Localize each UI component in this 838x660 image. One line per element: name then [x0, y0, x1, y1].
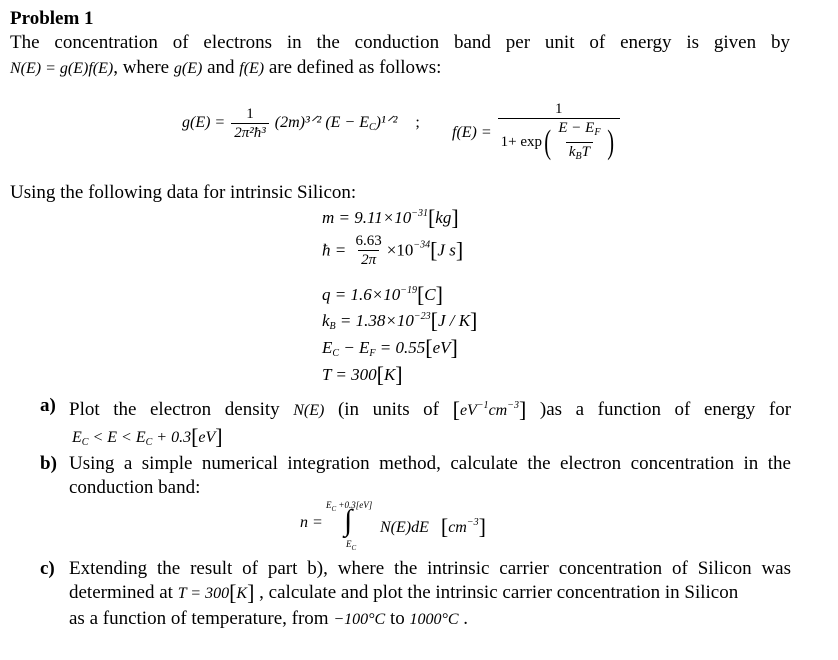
f-inner-den: k	[568, 144, 576, 160]
temp-value: T = 300	[322, 365, 377, 384]
g-rhs-sub: C	[369, 122, 376, 134]
problem-title: Problem 1	[10, 8, 94, 29]
f-fraction	[498, 100, 620, 166]
kb-unit: J / K	[437, 311, 471, 330]
f-inner-fraction	[555, 119, 603, 166]
hbar-num: 6.63	[355, 233, 382, 249]
data-hbar: ħ = $\frac{6.63}{2\pi}$ $\times 10^{-34}[J$ s]	[322, 233, 464, 268]
kb-sub: B	[329, 321, 336, 332]
charge-unit: C	[424, 285, 436, 304]
f-inner-num-sub: F	[594, 127, 601, 138]
part-c-determined: determined at	[69, 582, 173, 603]
data-mass: $m = 9.11\times 10^{-31}[kg]$	[322, 205, 459, 230]
intro-line-2	[10, 55, 441, 82]
kb-symbol: k	[322, 311, 330, 330]
intro-ne-formula: N(E) = g(E)f(E)	[10, 60, 114, 77]
part-c-function-of: as a function of temperature, from	[69, 608, 329, 629]
part-c-calc: , calculate and plot the intrinsic carrier concentration in Silicon	[259, 582, 739, 603]
integrand: N(E)dE	[380, 519, 429, 536]
intro-line-1: The concentration of electrons in the conduction band per unit of energy is given by	[10, 32, 790, 53]
range-end: + 0.3	[152, 429, 192, 446]
g-fraction	[231, 105, 269, 142]
part-c-line-2: determined at T = 300[K] , calculate and plot the intrinsic carrier concentration in Silicon	[69, 580, 739, 605]
part-a-label: a)	[40, 395, 56, 416]
part-c-from-temp: −100°C	[333, 611, 386, 628]
part-a-text-end: )as a function of energy for	[539, 399, 792, 420]
temp-unit: K	[383, 365, 396, 384]
integral-unit: cm	[448, 519, 467, 536]
part-c-temp: T = 300	[177, 585, 230, 602]
intro-defined: are defined as follows:	[268, 57, 442, 78]
part-a-units-ev: eV	[459, 402, 477, 419]
f-equation	[452, 100, 622, 166]
g-equation	[182, 105, 420, 142]
range-e1: E	[72, 429, 82, 446]
part-a-range: $E_C < E < E_C + 0.3[eV]$	[72, 424, 223, 449]
part-b-integrand: N(E)dE $[cm^{-3}]$	[380, 514, 486, 539]
part-a-line-1: Plot the electron density N(E) (in units of $[eV^{-1}cm^{-3}]$ )as a function of energy for	[69, 397, 792, 422]
equation-separator: ;	[415, 114, 420, 132]
intro-f: f(E)	[239, 60, 265, 77]
charge-exp: −19	[400, 285, 417, 296]
kb-exp: −23	[413, 311, 431, 322]
upper-e: E	[326, 500, 332, 510]
right-paren: )	[607, 123, 615, 161]
integral-unit-exp: −3	[466, 517, 479, 528]
f-numerator: 1	[554, 101, 563, 117]
part-b-line-2: conduction band:	[69, 477, 201, 498]
data-intro: Using the following data for intrinsic Silicon:	[10, 182, 357, 203]
upper-sub: C	[331, 505, 337, 513]
data-charge: $q = 1.6\times 10^{-19}[C]$	[322, 282, 443, 307]
data-energy-gap: $E_C - E_F = 0.55[eV]$	[322, 335, 458, 360]
part-b-label: b)	[40, 453, 57, 474]
part-a-units-exp2: −3	[507, 400, 519, 411]
part-a-units-pre: (in units of	[337, 399, 440, 420]
range-unit: eV	[198, 429, 216, 446]
f-inner-num: E − E	[558, 120, 595, 136]
g-numerator: 1	[246, 106, 254, 122]
hbar-fraction	[352, 232, 384, 269]
mass-value: m = 9.11×10	[322, 208, 412, 227]
lower-sub: C	[351, 544, 357, 552]
data-boltzmann: $k_B = 1.38\times 10^{-23}[J / K]$	[322, 308, 478, 333]
part-b-n-lhs: n =	[300, 514, 323, 531]
ec-sub: C	[332, 348, 340, 359]
integral-sign: ∫	[344, 504, 353, 537]
part-c-temp-unit: K	[236, 585, 248, 602]
ec-symbol: E	[322, 338, 333, 357]
hbar-mult: ×10	[386, 240, 414, 260]
lower-e: E	[346, 539, 352, 549]
part-b-line-1: Using a simple numerical integration method, calculate the electron concentration in the	[69, 453, 791, 474]
range-sub2: C	[145, 437, 153, 448]
f-lhs: f(E) =	[452, 124, 492, 141]
intro-and: and	[207, 57, 235, 78]
part-a-units-cm: cm	[488, 402, 508, 419]
part-a-units-exp1: −1	[476, 400, 489, 411]
mass-unit: kg	[435, 208, 452, 227]
intro-where: , where	[113, 57, 170, 78]
hbar-den: 2π	[358, 250, 379, 269]
g-rhs-end: )¹ᐟ²	[375, 114, 398, 132]
range-mid: < E < E	[88, 429, 146, 446]
gap-value: = 0.55	[375, 338, 426, 357]
part-c-to: to	[389, 608, 405, 629]
f-inner-den-end: T	[581, 144, 590, 160]
g-rhs: (2m)³ᐟ² (E − E	[274, 114, 369, 132]
left-paren: (	[544, 123, 552, 161]
g-lhs: g(E) =	[182, 114, 226, 132]
hbar-exp: −34	[413, 239, 431, 251]
part-c-label: c)	[40, 558, 55, 579]
part-a-ne: N(E)	[293, 402, 325, 419]
ef-symbol: − E	[339, 338, 370, 357]
upper-end: +0.3[eV]	[336, 500, 373, 510]
part-a-text: Plot the electron density	[69, 399, 280, 420]
data-temperature: T = 300[K]	[322, 362, 403, 387]
part-c-line-1: Extending the result of part b), where the intrinsic carrier concentration of Silicon was	[69, 558, 791, 579]
integral-lower-limit	[346, 539, 356, 552]
intro-g: g(E)	[173, 60, 203, 77]
f-denominator	[498, 118, 620, 166]
part-c-line-3	[69, 606, 468, 633]
hbar-unit: J s	[437, 240, 456, 260]
kb-value: = 1.38×10	[335, 311, 414, 330]
f-den-exp: 1+ exp	[500, 133, 543, 150]
g-denominator: 2π²ħ³	[231, 123, 269, 142]
mass-exp: −31	[411, 208, 428, 219]
charge-value: q = 1.6×10	[322, 285, 401, 304]
hbar-lhs: ħ =	[322, 240, 347, 260]
range-sub1: C	[81, 437, 89, 448]
part-c-period: .	[463, 608, 469, 629]
f-inner-den-sub: B	[575, 151, 582, 162]
gap-unit: eV	[432, 338, 451, 357]
part-c-to-temp: 1000°C	[409, 611, 459, 628]
ef-sub: F	[369, 348, 376, 359]
